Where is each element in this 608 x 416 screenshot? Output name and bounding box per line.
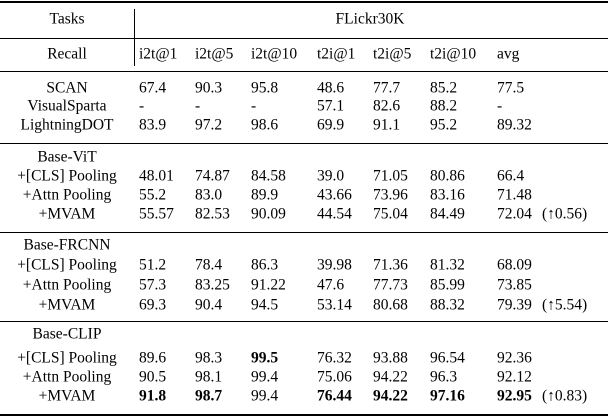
- row-label: LightningDOT: [20, 116, 114, 134]
- table-cell: 55.57: [139, 205, 174, 223]
- row-label: +[CLS] Pooling: [17, 256, 117, 274]
- row-label: +MVAM: [38, 387, 96, 405]
- table-cell: 79.39: [497, 296, 532, 314]
- recall-header: Recall: [47, 45, 87, 63]
- table-cell: 95.2: [430, 116, 458, 134]
- table-cell: 97.2: [195, 116, 223, 134]
- table-cell: 85.2: [430, 79, 458, 97]
- table-cell: 73.96: [373, 186, 408, 204]
- table-cell: 73.85: [497, 276, 532, 294]
- table-rule: [0, 143, 608, 144]
- table-cell: 89.32: [497, 116, 532, 134]
- table-cell: 98.7: [195, 387, 223, 405]
- table-cell: 82.6: [373, 97, 401, 115]
- table-cell: 91.1: [373, 116, 401, 134]
- table-cell: 66.4: [497, 167, 525, 185]
- table-cell: 94.22: [373, 387, 408, 405]
- table-cell: 68.09: [497, 256, 532, 274]
- group-title: Base-ViT: [37, 148, 97, 166]
- table-cell: 57.3: [139, 276, 167, 294]
- table-cell: 80.86: [430, 167, 465, 185]
- row-label: VisualSparta: [27, 97, 107, 115]
- table-rule: [0, 232, 608, 233]
- metric-column-header: i2t@10: [251, 45, 298, 63]
- table-cell: 99.4: [251, 368, 279, 386]
- group-title: Base-FRCNN: [23, 236, 111, 254]
- table-cell: 92.36: [497, 349, 532, 367]
- row-label: SCAN: [46, 79, 88, 97]
- table-cell: 82.53: [195, 205, 230, 223]
- table-cell: 83.9: [139, 116, 167, 134]
- table-cell: 85.99: [430, 276, 465, 294]
- table-cell: 80.68: [373, 296, 408, 314]
- table-cell: 83.25: [195, 276, 230, 294]
- table-cell: 86.3: [251, 256, 279, 274]
- table-cell: 96.54: [430, 349, 465, 367]
- table-cell: 53.14: [317, 296, 352, 314]
- metric-column-header: i2t@1: [139, 45, 178, 63]
- table-cell: 69.9: [317, 116, 345, 134]
- table-cell: 47.6: [317, 276, 345, 294]
- gain-annotation: (↑5.54): [542, 296, 588, 314]
- table-cell: 44.54: [317, 205, 352, 223]
- table-cell: 90.09: [251, 205, 286, 223]
- table-cell: 96.3: [430, 368, 458, 386]
- table-cell: -: [139, 97, 145, 115]
- table-cell: 75.06: [317, 368, 352, 386]
- table-cell: 94.5: [251, 296, 279, 314]
- table-rule: [0, 1, 608, 3]
- row-label: +[CLS] Pooling: [17, 167, 117, 185]
- table-cell: 97.16: [430, 387, 465, 405]
- metric-column-header: avg: [497, 45, 520, 63]
- table-rule: [0, 321, 608, 322]
- table-cell: 88.32: [430, 296, 465, 314]
- table-cell: 94.22: [373, 368, 408, 386]
- table-cell: 88.2: [430, 97, 458, 115]
- table-cell: -: [195, 97, 201, 115]
- table-cell: 39.98: [317, 256, 352, 274]
- gain-annotation: (↑0.83): [542, 387, 588, 405]
- dataset-header: FLickr30K: [335, 10, 405, 28]
- table-cell: 93.88: [373, 349, 408, 367]
- row-label: +Attn Pooling: [22, 368, 112, 386]
- group-title: Base-CLIP: [32, 325, 102, 343]
- table-cell: 90.3: [195, 79, 223, 97]
- table-cell: 75.04: [373, 205, 408, 223]
- table-cell: 51.2: [139, 256, 167, 274]
- table-cell: 83.0: [195, 186, 223, 204]
- table-cell: 76.32: [317, 349, 352, 367]
- table-cell: 48.01: [139, 167, 174, 185]
- metric-column-header: t2i@5: [373, 45, 412, 63]
- table-cell: 76.44: [317, 387, 352, 405]
- table-cell: 90.4: [195, 296, 223, 314]
- table-cell: 77.7: [373, 79, 401, 97]
- table-cell: 57.1: [317, 97, 345, 115]
- table-cell: 74.87: [195, 167, 230, 185]
- table-cell: 83.16: [430, 186, 465, 204]
- metric-column-header: t2i@10: [430, 45, 477, 63]
- gain-annotation: (↑0.56): [542, 205, 588, 223]
- table-cell: 99.5: [251, 349, 279, 367]
- table-cell: 78.4: [195, 256, 223, 274]
- metric-column-header: t2i@1: [317, 45, 356, 63]
- table-cell: 72.04: [497, 205, 532, 223]
- table-cell: 84.58: [251, 167, 286, 185]
- table-cell: 77.5: [497, 79, 525, 97]
- table-cell: -: [497, 97, 503, 115]
- table-cell: 71.48: [497, 186, 532, 204]
- row-label: +Attn Pooling: [22, 276, 112, 294]
- table-cell: 92.12: [497, 368, 532, 386]
- table-cell: 48.6: [317, 79, 345, 97]
- row-label: +MVAM: [38, 205, 96, 223]
- table-cell: 99.4: [251, 387, 279, 405]
- table-cell: 67.4: [139, 79, 167, 97]
- table-cell: 43.66: [317, 186, 352, 204]
- table-cell: 69.3: [139, 296, 167, 314]
- table-cell: 89.6: [139, 349, 167, 367]
- metric-column-header: i2t@5: [195, 45, 234, 63]
- row-label: +MVAM: [38, 296, 96, 314]
- table-rule: [0, 38, 608, 39]
- table-rule: [0, 71, 608, 72]
- table-cell: 71.36: [373, 256, 408, 274]
- table-cell: 84.49: [430, 205, 465, 223]
- table-cell: 90.5: [139, 368, 167, 386]
- table-cell: 89.9: [251, 186, 279, 204]
- table-cell: 81.32: [430, 256, 465, 274]
- row-label: +[CLS] Pooling: [17, 349, 117, 367]
- tasks-header: Tasks: [49, 10, 85, 28]
- table-cell: 91.8: [139, 387, 167, 405]
- table-cell: 98.6: [251, 116, 279, 134]
- table-cell: -: [251, 97, 257, 115]
- table-cell: 98.3: [195, 349, 223, 367]
- table-cell: 77.73: [373, 276, 408, 294]
- table-cell: 55.2: [139, 186, 167, 204]
- column-separator: [134, 9, 135, 66]
- table-cell: 71.05: [373, 167, 408, 185]
- table-cell: 98.1: [195, 368, 223, 386]
- row-label: +Attn Pooling: [22, 186, 112, 204]
- table-cell: 91.22: [251, 276, 286, 294]
- table-cell: 95.8: [251, 79, 279, 97]
- table-cell: 39.0: [317, 167, 345, 185]
- table-cell: 92.95: [497, 387, 532, 405]
